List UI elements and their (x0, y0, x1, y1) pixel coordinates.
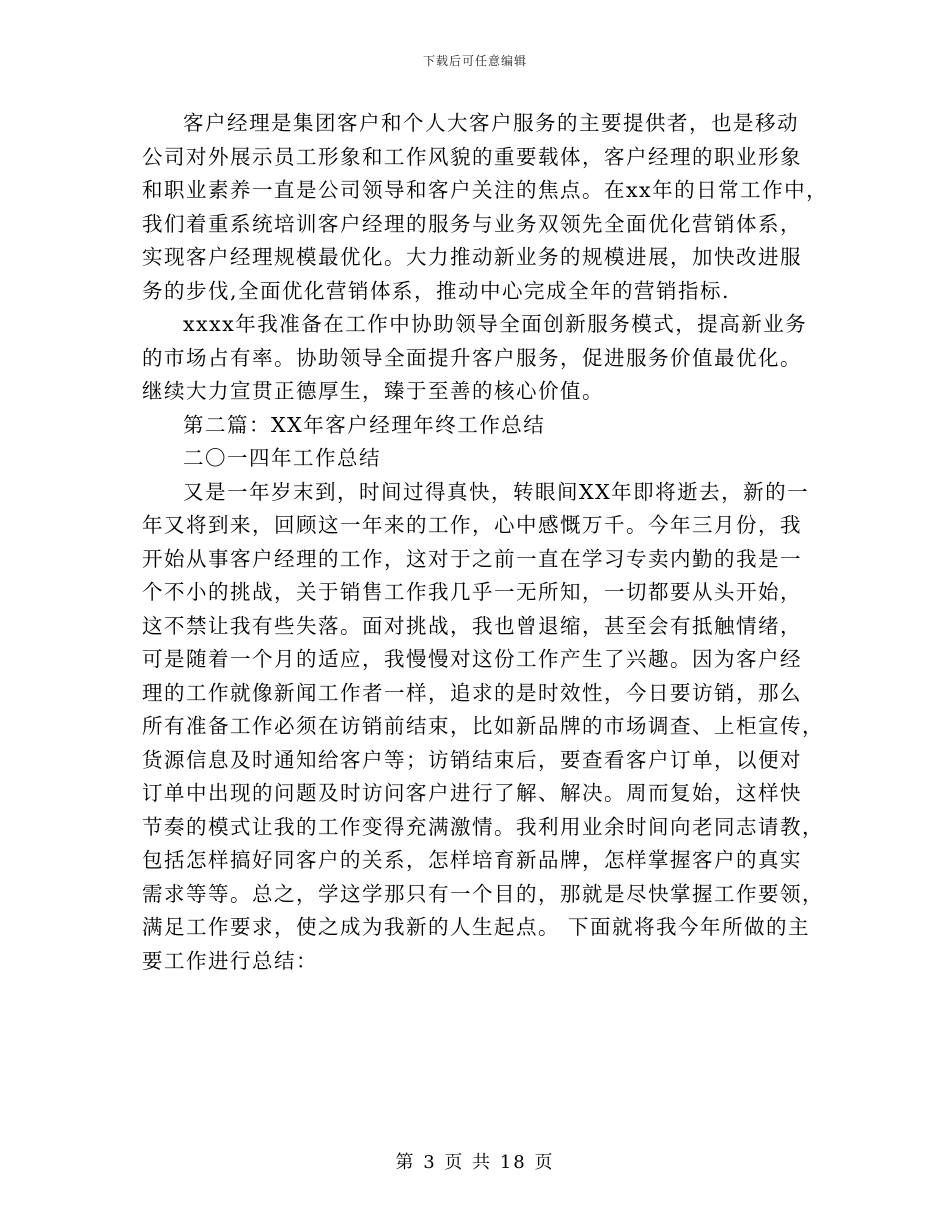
text-line: 的市场占有率。协助领导全面提升客户服务，促进服务价值最优化。 (142, 345, 802, 370)
text-line: 公司对外展示员工形象和工作风貌的重要载体，客户经理的职业形象 (142, 144, 802, 169)
text-line: 所有准备工作必须在访销前结束，比如新品牌的市场调查、上柜宣传， (142, 714, 824, 738)
text-line: 客户经理是集团客户和个人大客户服务的主要提供者，也是移动 (183, 111, 799, 135)
text-line: 节奏的模式让我的工作变得充满激情。我利用业余时间向老同志请教， (142, 814, 824, 839)
text-line: 实现客户经理规模最优化。大力推动新业务的规模进展，加快改进服 (142, 245, 802, 269)
text-line: 满足工作要求，使之成为我新的人生起点。 下面就将我今年所做的主 (142, 915, 811, 939)
text-line: 和职业素养一直是公司领导和客户关注的焦点。在xx年的日常工作中， (142, 178, 829, 202)
paragraph (142, 409, 814, 443)
document-body (142, 107, 829, 978)
text-line: 二〇一四年工作总结 (183, 446, 381, 470)
text-line: 我们着重系统培训客户经理的服务与业务双领先全面优化营销体系， (142, 211, 802, 236)
paragraph (142, 107, 829, 308)
text-line: 要工作进行总结： (142, 948, 318, 973)
text-line: 第二篇：XX年客户经理年终工作总结 (183, 412, 546, 437)
page-number-label: 第 3 页 共 18 页 (395, 1152, 555, 1173)
text-line: xxxx年我准备在工作中协助领导全面创新服务模式，提高新业务 (183, 312, 808, 336)
text-line: 继续大力宣贯正德厚生，臻于至善的核心价值。 (142, 379, 604, 403)
text-line: 货源信息及时通知给客户等；访销结束后，要查看客户订单，以便对 (142, 747, 802, 772)
text-line: 订单中出现的问题及时访问客户进行了解、解决。周而复始，这样快 (142, 781, 802, 805)
text-line: 务的步伐,全面优化营销体系，推动中心完成全年的营销指标. (142, 278, 731, 303)
paragraph (142, 308, 814, 409)
text-line: 理的工作就像新闻工作者一样，追求的是时效性，今日要访销，那么 (142, 680, 802, 705)
text-line: 开始从事客户经理的工作，这对于之前一直在学习专卖内勤的我是一 (142, 546, 802, 571)
text-line: 年又将到来，回顾这一年来的工作，心中感慨万千。今年三月份，我 (142, 513, 802, 537)
text-line: 可是随着一个月的适应，我慢慢对这份工作产生了兴趣。因为客户经 (142, 647, 802, 671)
text-line: 包括怎样搞好同客户的关系，怎样培育新品牌，怎样掌握客户的真实 (142, 848, 802, 872)
paragraph (142, 442, 814, 476)
page-footer (0, 1148, 950, 1174)
text-line: 又是一年岁末到，时间过得真快，转眼间XX年即将逝去，新的一 (183, 479, 810, 504)
page-header: 下载后可任意编辑 (422, 54, 527, 68)
text-line: 个不小的挑战，关于销售工作我几乎一无所知，一切都要从头开始， (142, 580, 802, 604)
text-line: 需求等等。总之，学这学那只有一个目的，那就是尽快掌握工作要领， (142, 881, 824, 906)
paragraph (142, 476, 824, 979)
text-line: 这不禁让我有些失落。面对挑战，我也曾退缩，甚至会有抵触情绪， (142, 613, 802, 638)
